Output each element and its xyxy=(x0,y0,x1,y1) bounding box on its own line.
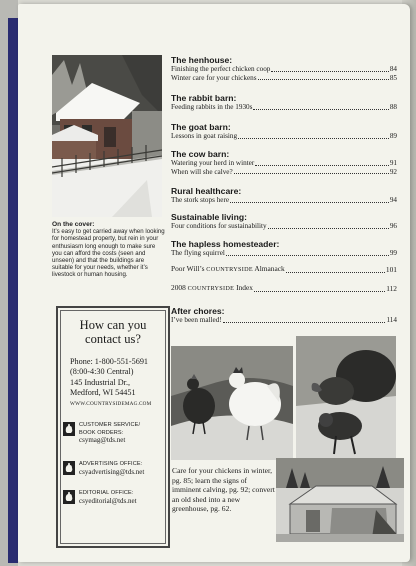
greenhouse-photo xyxy=(276,458,404,542)
toc-entry[interactable]: The flying squirrel 99 xyxy=(171,249,397,257)
cover-spine xyxy=(8,18,18,563)
toc-entry[interactable]: Watering your herd in winter 91 xyxy=(171,159,397,167)
contact-city: Medford, WI 54451 xyxy=(70,388,136,398)
toc-entry[interactable]: I’ve been malled! 114 xyxy=(171,316,397,324)
advertising-office xyxy=(63,461,163,485)
contact-street: 145 Industrial Dr., xyxy=(70,377,131,387)
book-orders-label: BOOK ORDERS: xyxy=(79,429,124,436)
toc-section-henhouse xyxy=(171,55,397,82)
cover-photo xyxy=(52,55,162,217)
calving-photo xyxy=(296,336,396,459)
toc-section-title: Sustainable living: xyxy=(171,212,247,222)
editorial-label: EDITORIAL OFFICE: xyxy=(79,490,134,496)
customer-service-office xyxy=(63,422,163,456)
toc-entry[interactable]: Lessons in goat raising 89 xyxy=(171,132,397,140)
customer-service-label: CUSTOMER SERVICE/ xyxy=(79,422,141,428)
toc-section-title: The hapless homesteader: xyxy=(171,239,280,249)
contact-website[interactable]: WWW.COUNTRYSIDEMAG.COM xyxy=(70,401,152,407)
toc-index[interactable]: 2008 COUNTRYSIDE Index 112 xyxy=(171,283,397,293)
toc-section-after-chores xyxy=(171,306,397,325)
toc-almanack[interactable]: Poor Will’s COUNTRYSIDE Almanack 101 xyxy=(171,264,397,274)
rooster-icon xyxy=(63,422,75,436)
contact-details xyxy=(70,357,166,399)
rooster-icon xyxy=(63,461,75,475)
toc-section-rural-healthcare xyxy=(171,186,397,205)
rooster-icon xyxy=(63,490,75,504)
contact-phone: Phone: 1-800-551-5691 xyxy=(70,357,149,366)
toc-section-hapless-homesteader xyxy=(171,239,397,258)
chickens-photo xyxy=(171,346,293,460)
toc-entry[interactable]: When will she calve? 92 xyxy=(171,167,397,176)
toc-section-rabbit-barn xyxy=(171,93,397,112)
advertising-email[interactable]: csyadvertising@tds.net xyxy=(79,467,145,476)
toc-section-sustainable-living xyxy=(171,212,397,231)
contact-title-line1: How can you xyxy=(79,318,147,332)
toc-entry[interactable]: The stork stops here 94 xyxy=(171,196,397,204)
toc-entry[interactable]: Winter care for your chickens 85 xyxy=(171,73,397,82)
contact-title xyxy=(58,318,168,346)
toc-section-cow-barn xyxy=(171,149,397,176)
toc-section-title: The henhouse: xyxy=(171,55,233,65)
toc-section-title: The cow barn: xyxy=(171,149,230,159)
toc-section-goat-barn xyxy=(171,122,397,141)
contact-title-line2: contact us? xyxy=(85,332,141,346)
contact-hours: (8:00-4:30 Central) xyxy=(70,367,134,377)
toc-section-title: The goat barn: xyxy=(171,122,231,132)
toc-entry[interactable]: Feeding rabbits in the 1930s 88 xyxy=(171,103,397,111)
toc-entry[interactable]: Finishing the perfect chicken coop 84 xyxy=(171,65,397,73)
editorial-office xyxy=(63,490,163,514)
toc-entry[interactable]: Four conditions for sustainability 96 xyxy=(171,222,397,230)
photo-caption: Care for your chickens in winter, pg. 85; learn the signs of imminent calving, pg. 92; convert an old shed into a new greenhouse, pg. 62. xyxy=(172,466,275,513)
toc-section-title: After chores: xyxy=(171,306,225,316)
cover-caption xyxy=(52,221,165,279)
cover-caption-heading: On the cover: xyxy=(52,221,95,228)
toc-section-title: Rural healthcare: xyxy=(171,186,242,196)
cover-caption-text: It’s easy to get carried away when looking for homestead property, but rein in your enthusiasm long enough to make sure you can afford the costs (seen and unseen) and that the buildings are suitable for your needs, whether it’s livestock or human housing. xyxy=(52,228,165,279)
toc-section-title: The rabbit barn: xyxy=(171,93,237,103)
editorial-email[interactable]: csyeditorial@tds.net xyxy=(79,496,137,505)
advertising-label: ADVERTISING OFFICE: xyxy=(79,461,143,467)
contact-box xyxy=(56,306,170,548)
customer-service-email[interactable]: csymag@tds.net xyxy=(79,436,126,444)
